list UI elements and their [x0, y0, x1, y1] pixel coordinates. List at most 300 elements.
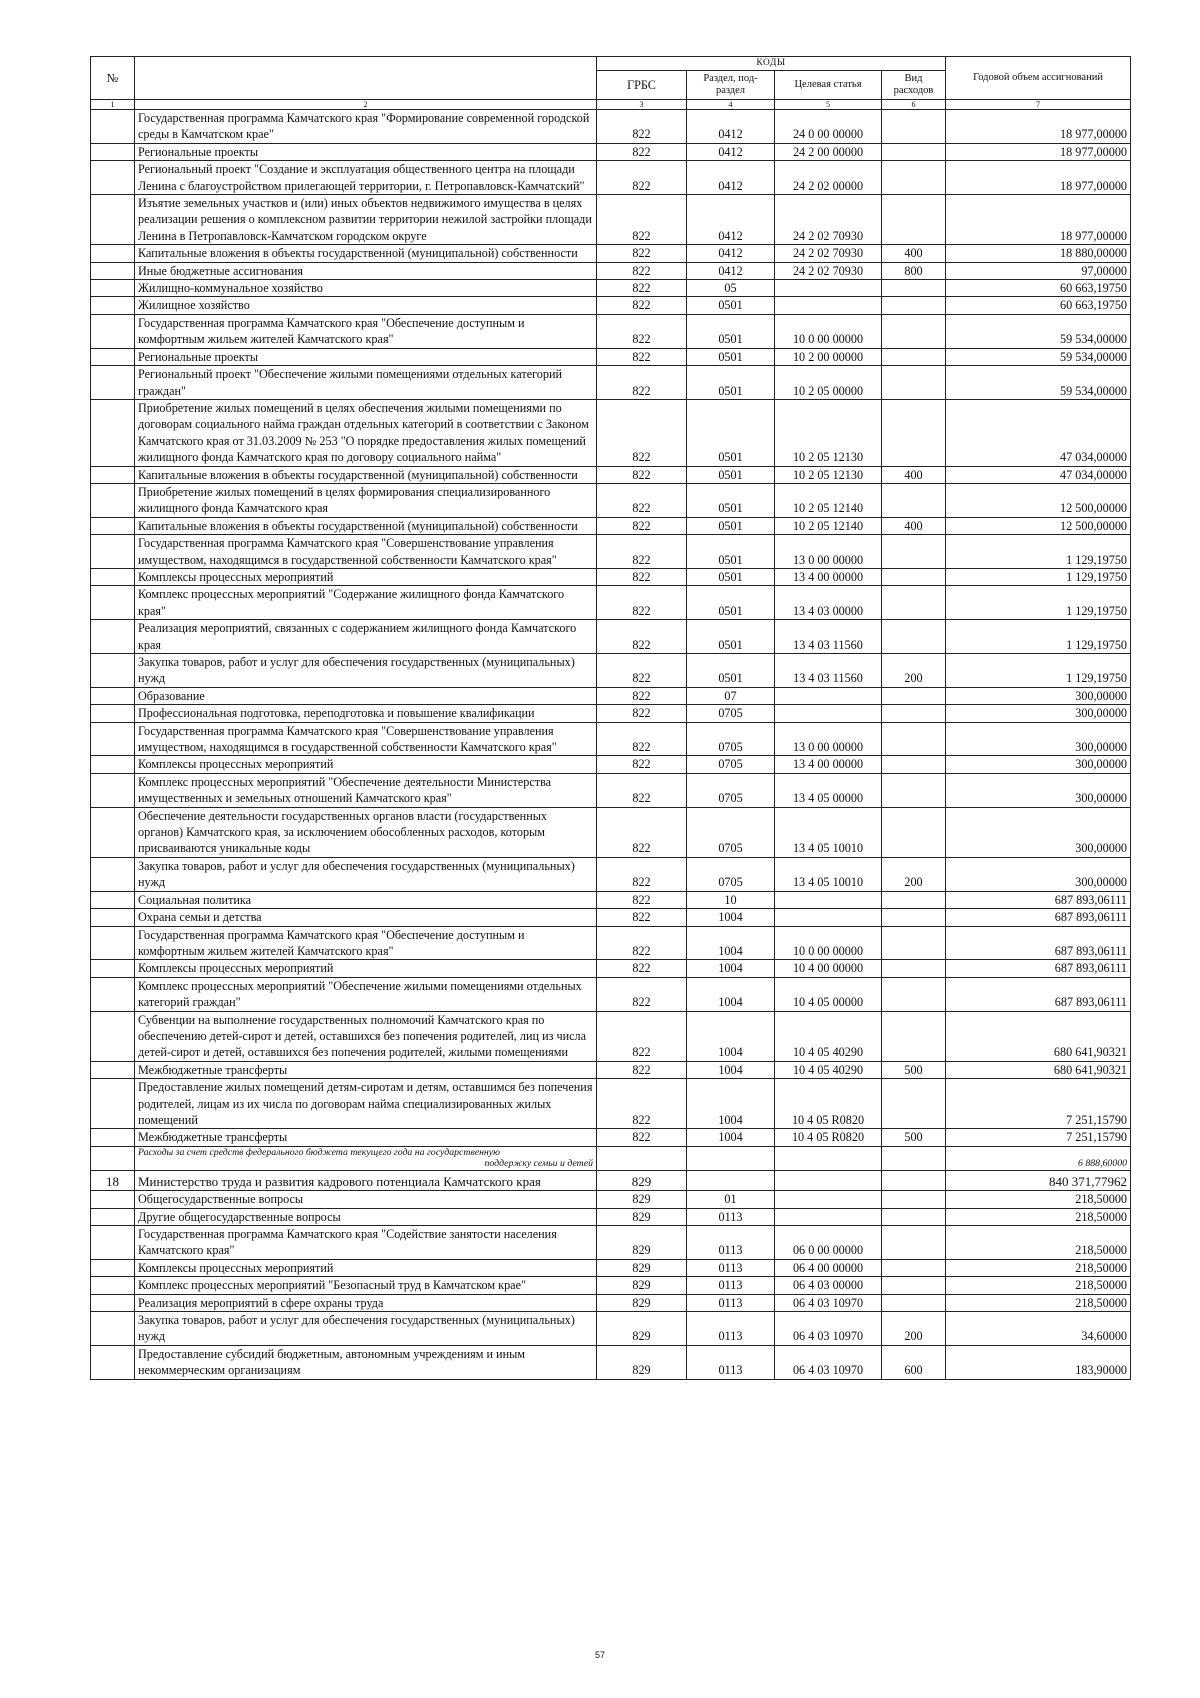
row-vid: 800 — [882, 262, 946, 279]
row-razdel: 0412 — [687, 262, 775, 279]
row-grbs: 822 — [597, 722, 687, 756]
row-grbs: 822 — [597, 161, 687, 195]
row-razdel: 0501 — [687, 366, 775, 400]
row-name: Комплексы процессных мероприятий — [135, 960, 597, 977]
row-sum: 12 500,00000 — [946, 517, 1131, 534]
row-name: Приобретение жилых помещений в целях обеспечения жилыми помещениями по договорам социального найма граждан отдельных категорий в соответствии с Законом Камчатского края от 31.03.2009 № 253 "О порядке предоставления жилых помещений жилищного фонда Камчатского края по договору социального найма" — [135, 399, 597, 466]
row-name: Комплекс процессных мероприятий "Обеспечение деятельности Министерства имущественных и земельных отношений Камчатского края" — [135, 773, 597, 807]
row-target: 10 4 05 40290 — [775, 1011, 882, 1061]
row-name: Региональные проекты — [135, 348, 597, 365]
row-name: Приобретение жилых помещений в целях формирования специализированного жилищного фонда Камчатского края — [135, 483, 597, 517]
row-vid — [882, 891, 946, 908]
table-row — [91, 314, 1131, 348]
row-sum: 47 034,00000 — [946, 399, 1131, 466]
row-target: 10 4 05 R0820 — [775, 1129, 882, 1146]
row-vid — [882, 705, 946, 722]
row-target: 13 4 03 00000 — [775, 586, 882, 620]
row-sum: 300,00000 — [946, 857, 1131, 891]
row-sum: 1 129,19750 — [946, 654, 1131, 688]
row-num — [91, 517, 135, 534]
row-vid: 500 — [882, 1129, 946, 1146]
row-sum: 47 034,00000 — [946, 466, 1131, 483]
row-target: 13 4 00 00000 — [775, 568, 882, 585]
row-razdel: 0501 — [687, 568, 775, 585]
row-grbs: 822 — [597, 262, 687, 279]
table-row — [91, 960, 1131, 977]
row-razdel: 10 — [687, 891, 775, 908]
row-razdel: 1004 — [687, 1129, 775, 1146]
table-row — [91, 1011, 1131, 1061]
row-num — [91, 1191, 135, 1208]
table-row — [91, 654, 1131, 688]
row-vid — [882, 535, 946, 569]
table-row — [91, 568, 1131, 585]
header-volume: Годовой объем ассигнований — [946, 57, 1131, 100]
row-vid — [882, 568, 946, 585]
row-grbs: 822 — [597, 926, 687, 960]
row-num: 18 — [91, 1170, 135, 1190]
row-target: 10 2 05 12130 — [775, 466, 882, 483]
row-target: 10 4 05 00000 — [775, 977, 882, 1011]
row-num — [91, 535, 135, 569]
row-sum: 59 534,00000 — [946, 314, 1131, 348]
row-razdel: 0705 — [687, 722, 775, 756]
row-grbs: 822 — [597, 1011, 687, 1061]
row-vid — [882, 1170, 946, 1190]
row-sum: 300,00000 — [946, 687, 1131, 704]
row-name: Закупка товаров, работ и услуг для обеспечения государственных (муниципальных) нужд — [135, 857, 597, 891]
header-razdel: Раздел, под-раздел — [687, 71, 775, 100]
row-grbs: 829 — [597, 1170, 687, 1190]
row-num — [91, 568, 135, 585]
table-row — [91, 1259, 1131, 1276]
row-name: Капитальные вложения в объекты государственной (муниципальной) собственности — [135, 466, 597, 483]
row-name: Жилищно-коммунальное хозяйство — [135, 280, 597, 297]
row-vid: 200 — [882, 654, 946, 688]
row-target — [775, 297, 882, 314]
row-vid — [882, 773, 946, 807]
row-target: 10 0 00 00000 — [775, 314, 882, 348]
row-sum: 687 893,06111 — [946, 960, 1131, 977]
row-grbs: 822 — [597, 399, 687, 466]
row-razdel: 0705 — [687, 773, 775, 807]
row-target: 24 2 02 00000 — [775, 161, 882, 195]
table-row — [91, 280, 1131, 297]
row-name: Другие общегосударственные вопросы — [135, 1208, 597, 1225]
row-num — [91, 1226, 135, 1260]
row-name: Комплекс процессных мероприятий "Содержание жилищного фонда Камчатского края" — [135, 586, 597, 620]
row-target: 13 4 05 00000 — [775, 773, 882, 807]
row-razdel: 0705 — [687, 857, 775, 891]
row-vid — [882, 807, 946, 857]
row-name: Реализация мероприятий в сфере охраны труда — [135, 1294, 597, 1311]
row-name: Комплексы процессных мероприятий — [135, 756, 597, 773]
table-row — [91, 1191, 1131, 1208]
row-razdel: 0412 — [687, 161, 775, 195]
row-name: Профессиональная подготовка, переподготовка и повышение квалификации — [135, 705, 597, 722]
row-vid — [882, 756, 946, 773]
table-row — [91, 245, 1131, 262]
row-target: 06 4 03 10970 — [775, 1312, 882, 1346]
row-name: Предоставление жилых помещений детям-сиротам и детям, оставшимся без попечения родителей, лицам из их числа по договорам найма специализированных жилых помещений — [135, 1079, 597, 1129]
row-sum: 59 534,00000 — [946, 366, 1131, 400]
table-row — [91, 535, 1131, 569]
row-razdel: 0412 — [687, 245, 775, 262]
row-name: Межбюджетные трансферты — [135, 1061, 597, 1078]
row-sum: 680 641,90321 — [946, 1061, 1131, 1078]
row-grbs: 822 — [597, 297, 687, 314]
row-razdel: 0501 — [687, 314, 775, 348]
column-number: 4 — [687, 100, 775, 110]
row-num — [91, 1294, 135, 1311]
row-razdel: 0501 — [687, 399, 775, 466]
row-num — [91, 1146, 135, 1170]
row-grbs: 822 — [597, 517, 687, 534]
row-name: Региональные проекты — [135, 143, 597, 160]
row-grbs: 822 — [597, 891, 687, 908]
row-target — [775, 705, 882, 722]
row-num — [91, 807, 135, 857]
row-vid — [882, 399, 946, 466]
table-row — [91, 161, 1131, 195]
row-sum: 18 977,00000 — [946, 110, 1131, 144]
row-sum: 300,00000 — [946, 722, 1131, 756]
row-num — [91, 1079, 135, 1129]
table-row — [91, 1345, 1131, 1379]
row-grbs: 829 — [597, 1294, 687, 1311]
header-target: Целевая статья — [775, 71, 882, 100]
row-num — [91, 756, 135, 773]
row-target — [775, 1208, 882, 1225]
row-grbs: 829 — [597, 1259, 687, 1276]
table-body-ministry-829 — [91, 1170, 1131, 1379]
row-grbs: 822 — [597, 705, 687, 722]
table-row — [91, 1079, 1131, 1129]
federal-note-line2: поддержку семьи и детей — [484, 1158, 593, 1170]
row-vid — [882, 143, 946, 160]
row-name: Комплекс процессных мероприятий "Безопасный труд в Камчатском крае" — [135, 1277, 597, 1294]
row-grbs: 829 — [597, 1277, 687, 1294]
row-name: Комплексы процессных мероприятий — [135, 1259, 597, 1276]
row-target — [775, 1191, 882, 1208]
row-sum: 1 129,19750 — [946, 535, 1131, 569]
table-row — [91, 517, 1131, 534]
row-sum: 60 663,19750 — [946, 297, 1131, 314]
row-razdel: 0113 — [687, 1277, 775, 1294]
row-vid: 600 — [882, 1345, 946, 1379]
row-num — [91, 620, 135, 654]
table-row — [91, 262, 1131, 279]
row-razdel: 0501 — [687, 466, 775, 483]
row-sum: 218,50000 — [946, 1226, 1131, 1260]
row-razdel: 0501 — [687, 654, 775, 688]
row-razdel: 0412 — [687, 195, 775, 245]
row-grbs: 822 — [597, 1129, 687, 1146]
table-row — [91, 705, 1131, 722]
row-target: 13 4 05 10010 — [775, 857, 882, 891]
header-codes: КОДЫ — [597, 57, 946, 71]
row-razdel: 0705 — [687, 807, 775, 857]
row-target: 24 2 00 00000 — [775, 143, 882, 160]
row-razdel: 0113 — [687, 1294, 775, 1311]
row-num — [91, 483, 135, 517]
row-num — [91, 857, 135, 891]
row-target: 13 4 00 00000 — [775, 756, 882, 773]
row-name: Субвенции на выполнение государственных полномочий Камчатского края по обеспечению детей-сирот и детей, оставшихся без попечения родителей, лиц из числа детей-сирот и детей, оставшихся без попечения родителей, жилыми помещениями — [135, 1011, 597, 1061]
table-row — [91, 977, 1131, 1011]
row-vid — [882, 297, 946, 314]
row-razdel: 0113 — [687, 1312, 775, 1346]
row-razdel: 0113 — [687, 1345, 775, 1379]
row-grbs: 822 — [597, 1079, 687, 1129]
table-row — [91, 857, 1131, 891]
row-vid — [882, 586, 946, 620]
row-sum: 1 129,19750 — [946, 568, 1131, 585]
row-num — [91, 960, 135, 977]
row-razdel: 0501 — [687, 348, 775, 365]
row-sum: 59 534,00000 — [946, 348, 1131, 365]
row-vid — [882, 1011, 946, 1061]
row-name: Государственная программа Камчатского края "Обеспечение доступным и комфортным жильем жителей Камчатского края" — [135, 926, 597, 960]
row-vid — [882, 1079, 946, 1129]
table-row — [91, 1208, 1131, 1225]
row-target: 10 2 05 12140 — [775, 517, 882, 534]
row-razdel: 1004 — [687, 1079, 775, 1129]
row-target: 13 4 05 10010 — [775, 807, 882, 857]
header-vid: Вид расходов — [882, 71, 946, 100]
row-sum: 18 977,00000 — [946, 143, 1131, 160]
row-razdel: 0113 — [687, 1226, 775, 1260]
row-grbs: 822 — [597, 568, 687, 585]
row-grbs: 822 — [597, 366, 687, 400]
page-number: 57 — [594, 1650, 605, 1660]
row-vid — [882, 195, 946, 245]
row-sum: 300,00000 — [946, 807, 1131, 857]
row-target: 06 4 03 10970 — [775, 1294, 882, 1311]
row-sum: 1 129,19750 — [946, 586, 1131, 620]
table-row — [91, 807, 1131, 857]
table-row — [91, 399, 1131, 466]
row-vid: 400 — [882, 245, 946, 262]
row-sum: 218,50000 — [946, 1294, 1131, 1311]
row-sum: 97,00000 — [946, 262, 1131, 279]
budget-sheet — [90, 56, 1130, 1380]
row-vid — [882, 960, 946, 977]
row-num — [91, 110, 135, 144]
table-row — [91, 143, 1131, 160]
row-vid — [882, 483, 946, 517]
federal-note-row — [91, 1146, 1131, 1170]
row-target: 13 4 03 11560 — [775, 620, 882, 654]
table-row — [91, 1061, 1131, 1078]
row-razdel: 0412 — [687, 143, 775, 160]
row-name: Охрана семьи и детства — [135, 909, 597, 926]
row-name: Общегосударственные вопросы — [135, 1191, 597, 1208]
row-name: Региональный проект "Обеспечение жилыми помещениями отдельных категорий граждан" — [135, 366, 597, 400]
row-num — [91, 1312, 135, 1346]
row-target — [775, 687, 882, 704]
row-name: Закупка товаров, работ и услуг для обеспечения государственных (муниципальных) нужд — [135, 1312, 597, 1346]
table-row — [91, 1129, 1131, 1146]
row-vid — [882, 1226, 946, 1260]
row-razdel: 1004 — [687, 926, 775, 960]
row-vid — [882, 110, 946, 144]
row-vid — [882, 314, 946, 348]
row-num — [91, 1011, 135, 1061]
column-number: 2 — [135, 100, 597, 110]
row-vid — [882, 1191, 946, 1208]
row-sum: 300,00000 — [946, 756, 1131, 773]
table-row — [91, 1312, 1131, 1346]
column-number: 7 — [946, 100, 1131, 110]
row-vid: 400 — [882, 466, 946, 483]
table-row — [91, 586, 1131, 620]
row-vid — [882, 280, 946, 297]
row-target: 24 2 02 70930 — [775, 262, 882, 279]
row-grbs: 822 — [597, 586, 687, 620]
row-grbs: 829 — [597, 1208, 687, 1225]
row-name: Государственная программа Камчатского края "Обеспечение доступным и комфортным жильем жителей Камчатского края" — [135, 314, 597, 348]
row-grbs: 829 — [597, 1226, 687, 1260]
column-number-row — [91, 100, 1131, 110]
table-row — [91, 466, 1131, 483]
row-grbs: 822 — [597, 195, 687, 245]
row-name: Комплекс процессных мероприятий "Обеспечение жилыми помещениями отдельных категорий граждан" — [135, 977, 597, 1011]
column-number: 1 — [91, 100, 135, 110]
row-sum: 1 129,19750 — [946, 620, 1131, 654]
row-grbs: 822 — [597, 466, 687, 483]
table-row — [91, 1294, 1131, 1311]
row-vid — [882, 687, 946, 704]
row-vid: 200 — [882, 857, 946, 891]
row-sum: 300,00000 — [946, 705, 1131, 722]
row-grbs: 822 — [597, 773, 687, 807]
row-name: Капитальные вложения в объекты государственной (муниципальной) собственности — [135, 517, 597, 534]
row-grbs: 822 — [597, 314, 687, 348]
row-sum: 60 663,19750 — [946, 280, 1131, 297]
row-vid — [882, 977, 946, 1011]
row-razdel: 0113 — [687, 1259, 775, 1276]
row-target: 13 4 03 11560 — [775, 654, 882, 688]
table-body-ministry-822 — [91, 110, 1131, 1147]
row-name: Образование — [135, 687, 597, 704]
federal-note-sum: 6 888,60000 — [946, 1146, 1131, 1170]
row-grbs: 822 — [597, 909, 687, 926]
row-name: Капитальные вложения в объекты государственной (муниципальной) собственности — [135, 245, 597, 262]
table-row — [91, 773, 1131, 807]
row-razdel: 0501 — [687, 483, 775, 517]
table-row — [91, 620, 1131, 654]
row-grbs: 829 — [597, 1345, 687, 1379]
row-vid — [882, 348, 946, 365]
row-num — [91, 143, 135, 160]
table-row — [91, 687, 1131, 704]
row-razdel — [687, 1170, 775, 1190]
row-grbs: 822 — [597, 245, 687, 262]
row-name: Закупка товаров, работ и услуг для обеспечения государственных (муниципальных) нужд — [135, 654, 597, 688]
row-sum: 687 893,06111 — [946, 891, 1131, 908]
row-name: Государственная программа Камчатского края "Формирование современной городской среды в Камчатском крае" — [135, 110, 597, 144]
row-grbs: 822 — [597, 977, 687, 1011]
row-name: Комплексы процессных мероприятий — [135, 568, 597, 585]
row-num — [91, 687, 135, 704]
row-grbs: 829 — [597, 1191, 687, 1208]
row-sum: 18 977,00000 — [946, 195, 1131, 245]
table-row — [91, 756, 1131, 773]
row-sum: 300,00000 — [946, 773, 1131, 807]
row-sum: 687 893,06111 — [946, 926, 1131, 960]
row-target — [775, 1170, 882, 1190]
row-target — [775, 909, 882, 926]
row-target: 24 0 00 00000 — [775, 110, 882, 144]
header-row — [91, 57, 1131, 71]
row-target: 10 2 05 12140 — [775, 483, 882, 517]
row-vid — [882, 620, 946, 654]
row-grbs: 822 — [597, 535, 687, 569]
federal-note-text — [135, 1146, 597, 1170]
row-name: Обеспечение деятельности государственных органов власти (государственных органов) Камчатского края, за исключением обособленных расходов, которым присваиваются уникальные коды — [135, 807, 597, 857]
row-razdel: 05 — [687, 280, 775, 297]
row-num — [91, 348, 135, 365]
table-row — [91, 348, 1131, 365]
row-name: Министерство труда и развития кадрового потенциала Камчатского края — [135, 1170, 597, 1190]
row-num — [91, 977, 135, 1011]
row-num — [91, 722, 135, 756]
row-razdel: 0113 — [687, 1208, 775, 1225]
row-name: Иные бюджетные ассигнования — [135, 262, 597, 279]
table-row — [91, 1226, 1131, 1260]
table-row — [91, 483, 1131, 517]
row-razdel: 0501 — [687, 297, 775, 314]
header-num: № — [91, 57, 135, 100]
table-row — [91, 891, 1131, 908]
row-sum: 687 893,06111 — [946, 977, 1131, 1011]
column-number: 3 — [597, 100, 687, 110]
row-grbs: 822 — [597, 483, 687, 517]
row-num — [91, 245, 135, 262]
row-vid — [882, 1277, 946, 1294]
row-name: Государственная программа Камчатского края "Совершенствование управления имуществом, находящимся в государственной собственности Камчатского края" — [135, 535, 597, 569]
row-razdel: 1004 — [687, 977, 775, 1011]
row-grbs: 822 — [597, 857, 687, 891]
row-target: 10 4 05 R0820 — [775, 1079, 882, 1129]
row-razdel: 0501 — [687, 586, 775, 620]
column-number: 6 — [882, 100, 946, 110]
row-name: Межбюджетные трансферты — [135, 1129, 597, 1146]
row-grbs: 822 — [597, 280, 687, 297]
row-name: Реализация мероприятий, связанных с содержанием жилищного фонда Камчатского края — [135, 620, 597, 654]
row-vid: 400 — [882, 517, 946, 534]
header-name — [135, 57, 597, 100]
row-sum: 18 880,00000 — [946, 245, 1131, 262]
row-vid — [882, 722, 946, 756]
row-grbs: 822 — [597, 960, 687, 977]
row-grbs: 822 — [597, 654, 687, 688]
row-target: 10 2 05 12130 — [775, 399, 882, 466]
row-num — [91, 1129, 135, 1146]
row-num — [91, 1277, 135, 1294]
row-num — [91, 314, 135, 348]
table-row — [91, 1277, 1131, 1294]
table-row — [91, 366, 1131, 400]
row-target: 10 4 00 00000 — [775, 960, 882, 977]
row-vid: 500 — [882, 1061, 946, 1078]
row-grbs: 822 — [597, 807, 687, 857]
row-sum: 7 251,15790 — [946, 1079, 1131, 1129]
row-num — [91, 466, 135, 483]
row-razdel: 1004 — [687, 909, 775, 926]
row-grbs: 822 — [597, 143, 687, 160]
